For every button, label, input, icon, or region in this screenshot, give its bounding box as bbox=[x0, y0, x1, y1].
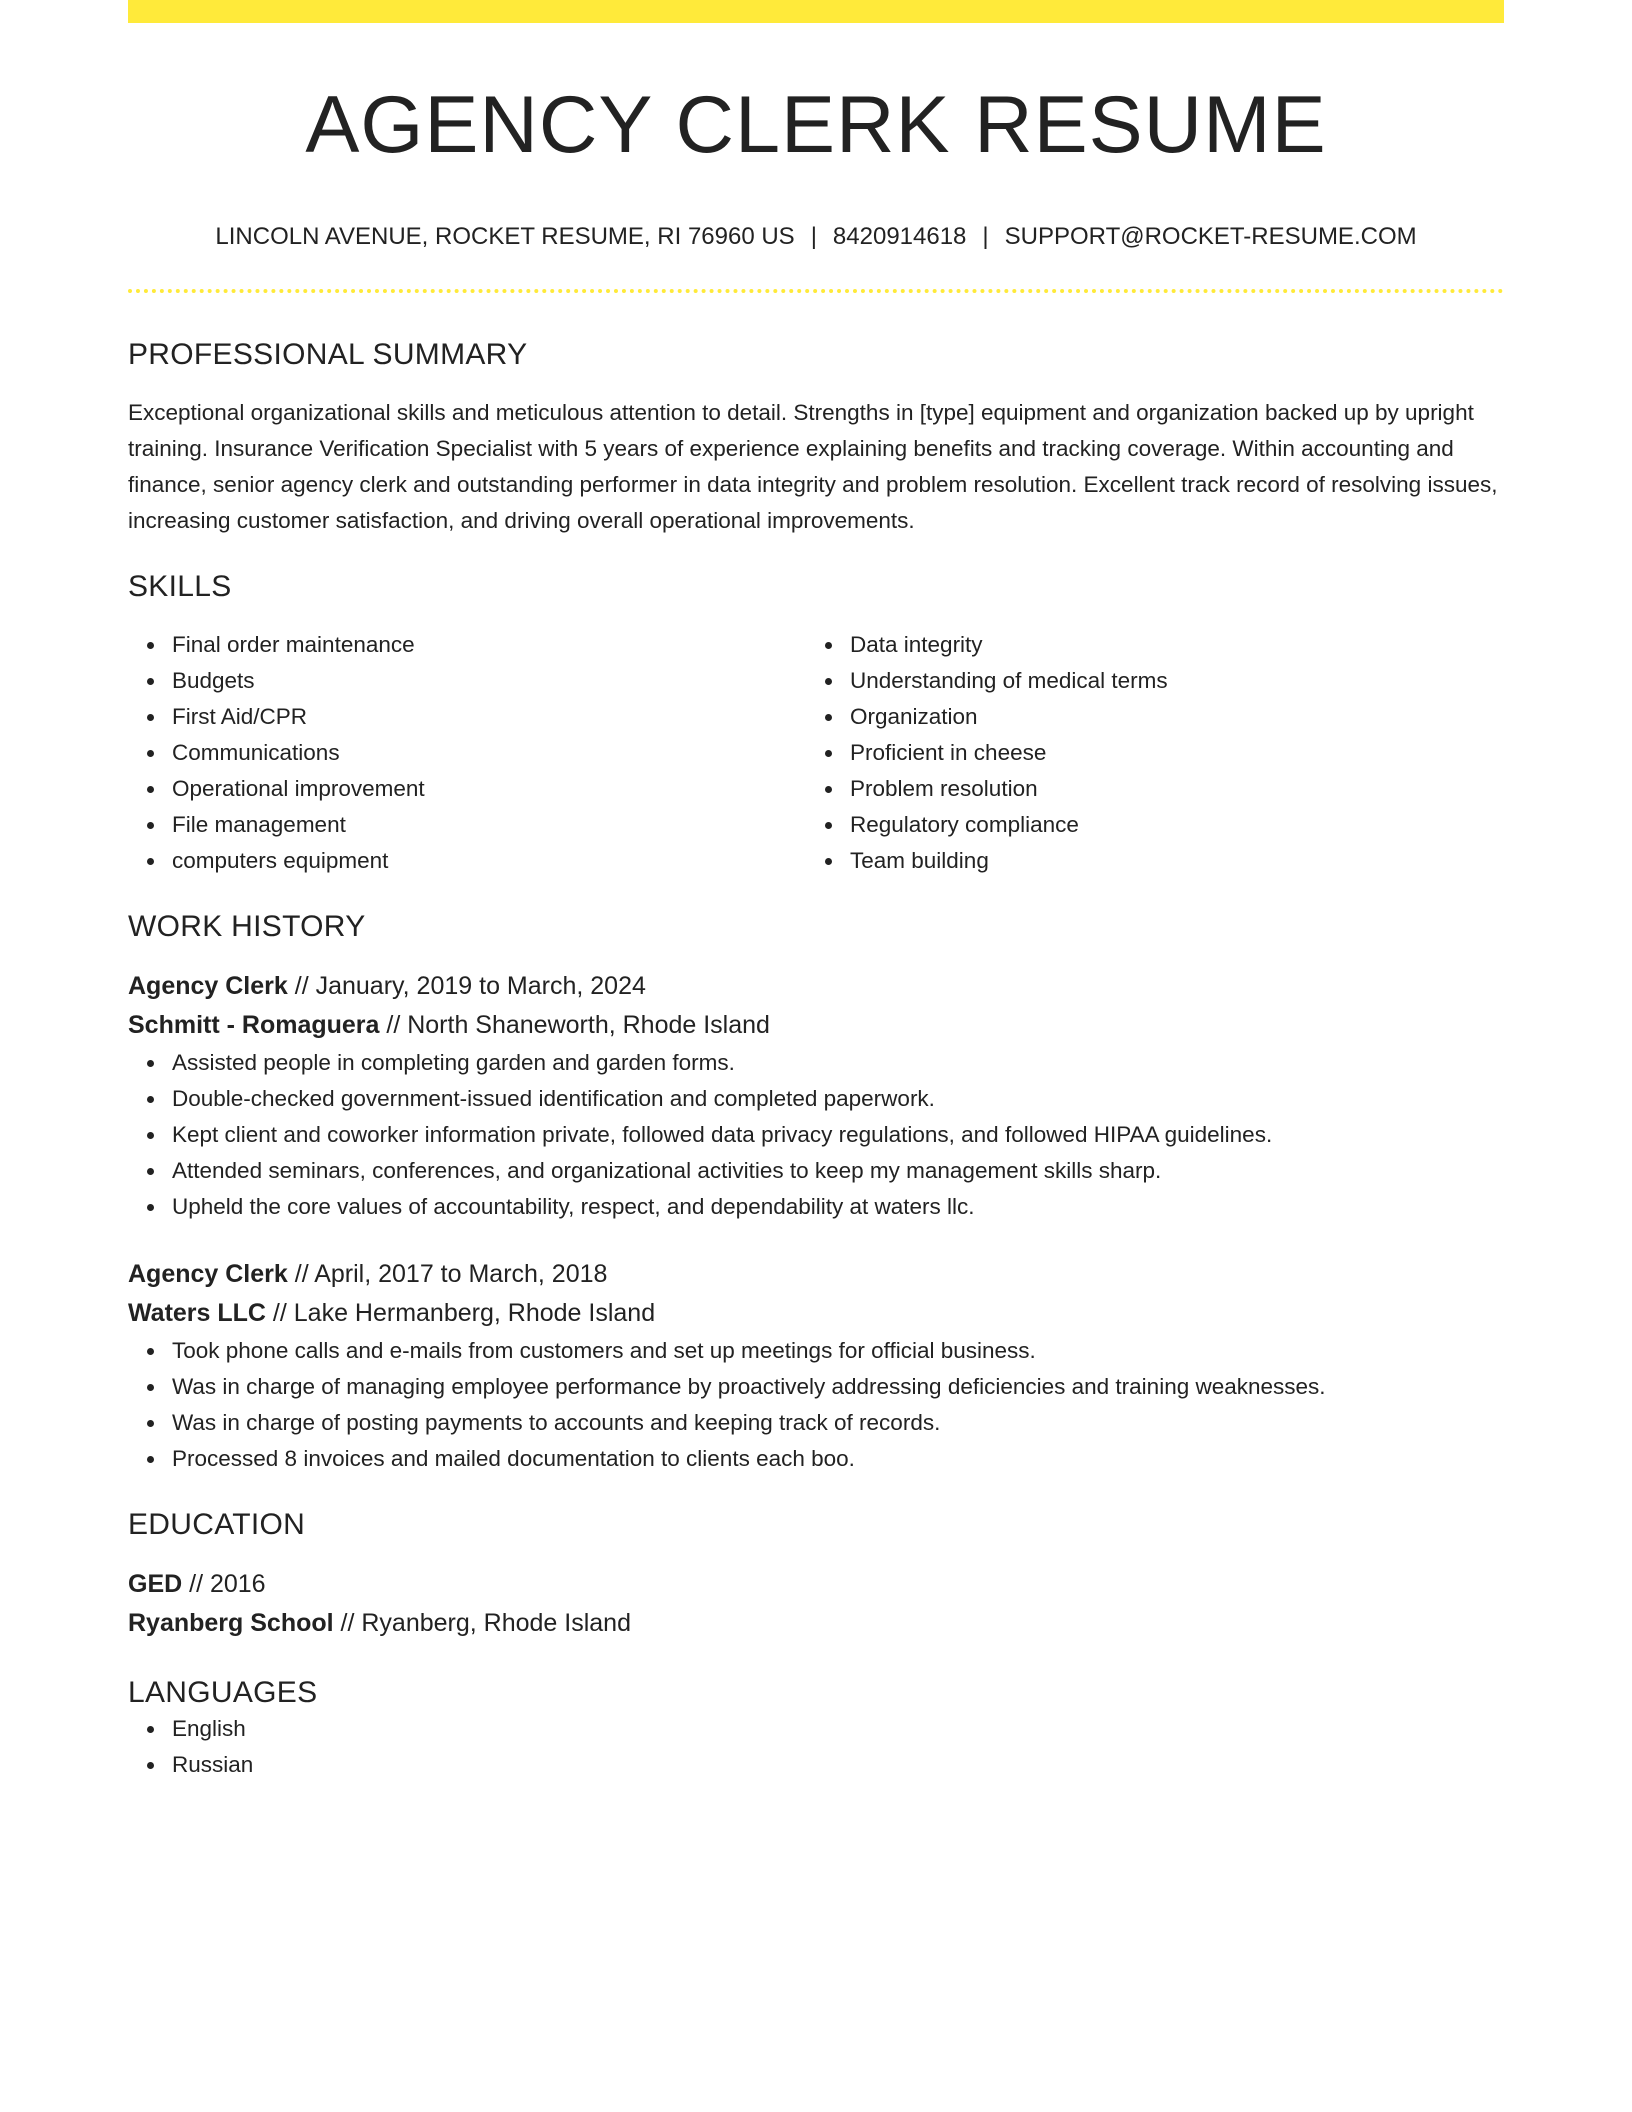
contact-line bbox=[128, 222, 1504, 252]
job-dates: // April, 2017 to March, 2018 bbox=[287, 1260, 608, 1288]
header-divider bbox=[128, 289, 1504, 293]
education-heading: EDUCATION bbox=[128, 1508, 306, 1541]
job-dates: // January, 2019 to March, 2024 bbox=[287, 972, 646, 1000]
job-duty-item: Upheld the core values of accountability, respect, and dependability at waters llc. bbox=[128, 1189, 1504, 1225]
job-duty-item: Took phone calls and e-mails from customers and set up meetings for official business. bbox=[128, 1333, 1504, 1369]
skill-item: Communications bbox=[128, 735, 806, 771]
job-company: Waters LLC bbox=[128, 1299, 266, 1327]
language-item: English bbox=[128, 1711, 1504, 1747]
job-location: // North Shaneworth, Rhode Island bbox=[379, 1011, 770, 1039]
contact-phone: 8420914618 bbox=[832, 223, 967, 250]
summary-text: Exceptional organizational skills and meticulous attention to detail. Strengths in [type] equipment and organization backed up by upright training. Insurance Verification Specialist with 5 years of experience explaining benefits and tracking coverage. Within accounting and finance, senior agency clerk and outstanding performer in data integrity and problem resolution. Excellent track record of resolving issues, increasing customer satisfaction, and driving overall operational improvements. bbox=[128, 400, 1498, 533]
job-duty-item: Was in charge of managing employee performance by proactively addressing deficiencies and training weaknesses. bbox=[128, 1369, 1504, 1405]
job-duties bbox=[128, 1333, 1504, 1477]
skills-heading: SKILLS bbox=[128, 570, 232, 603]
skill-item: Understanding of medical terms bbox=[806, 663, 1484, 699]
job-duty-item: Kept client and coworker information private, followed data privacy regulations, and followed HIPAA guidelines. bbox=[128, 1117, 1504, 1153]
languages-heading: LANGUAGES bbox=[128, 1676, 318, 1709]
job-role: Agency Clerk bbox=[128, 1260, 288, 1288]
top-accent-bar bbox=[128, 0, 1504, 23]
work-history-heading: WORK HISTORY bbox=[128, 910, 366, 943]
languages-list bbox=[128, 1711, 1504, 1783]
contact-address: LINCOLN AVENUE, ROCKET RESUME, RI 76960 US bbox=[215, 223, 795, 250]
language-item: Russian bbox=[128, 1747, 1504, 1783]
skill-item: Team building bbox=[806, 843, 1484, 879]
job-role: Agency Clerk bbox=[128, 972, 288, 1000]
resume-page bbox=[128, 0, 1504, 1783]
skill-item: Organization bbox=[806, 699, 1484, 735]
job-title-line bbox=[128, 967, 1504, 1006]
job-duties bbox=[128, 1045, 1504, 1225]
skill-item: computers equipment bbox=[128, 843, 806, 879]
contact-separator: | bbox=[810, 223, 817, 250]
job-duty-item: Processed 8 invoices and mailed documentation to clients each boo. bbox=[128, 1441, 1504, 1477]
job-company: Schmitt - Romaguera bbox=[128, 1011, 380, 1039]
job-company-line bbox=[128, 1294, 1504, 1333]
education-location: // Ryanberg, Rhode Island bbox=[333, 1609, 631, 1637]
skill-item: Problem resolution bbox=[806, 771, 1484, 807]
contact-email: SUPPORT@ROCKET-RESUME.COM bbox=[1004, 223, 1417, 250]
resume-title: AGENCY CLERK RESUME bbox=[305, 80, 1327, 170]
education-degree-line bbox=[128, 1565, 1504, 1604]
skill-item: Regulatory compliance bbox=[806, 807, 1484, 843]
education-school-line bbox=[128, 1604, 1504, 1643]
skill-item: File management bbox=[128, 807, 806, 843]
education-degree: GED bbox=[128, 1570, 183, 1598]
skill-item: Budgets bbox=[128, 663, 806, 699]
contact-separator: | bbox=[982, 223, 989, 250]
job-location: // Lake Hermanberg, Rhode Island bbox=[265, 1299, 656, 1327]
education-year: // 2016 bbox=[182, 1570, 266, 1598]
job-entry bbox=[128, 967, 1504, 1225]
job-duty-item: Double-checked government-issued identification and completed paperwork. bbox=[128, 1081, 1504, 1117]
skills-list bbox=[128, 627, 1504, 879]
job-duty-item: Attended seminars, conferences, and organizational activities to keep my management skills sharp. bbox=[128, 1153, 1504, 1189]
skills-column-left bbox=[128, 627, 806, 879]
skill-item: Operational improvement bbox=[128, 771, 806, 807]
skill-item: Proficient in cheese bbox=[806, 735, 1484, 771]
job-company-line bbox=[128, 1006, 1504, 1045]
skill-item: Final order maintenance bbox=[128, 627, 806, 663]
skill-item: Data integrity bbox=[806, 627, 1484, 663]
skill-item: First Aid/CPR bbox=[128, 699, 806, 735]
job-duty-item: Assisted people in completing garden and garden forms. bbox=[128, 1045, 1504, 1081]
job-duty-item: Was in charge of posting payments to accounts and keeping track of records. bbox=[128, 1405, 1504, 1441]
education-entry bbox=[128, 1565, 1504, 1643]
job-entry bbox=[128, 1255, 1504, 1477]
education-school: Ryanberg School bbox=[128, 1609, 334, 1637]
summary-heading: PROFESSIONAL SUMMARY bbox=[128, 338, 528, 371]
job-title-line bbox=[128, 1255, 1504, 1294]
skills-column-right bbox=[806, 627, 1484, 879]
